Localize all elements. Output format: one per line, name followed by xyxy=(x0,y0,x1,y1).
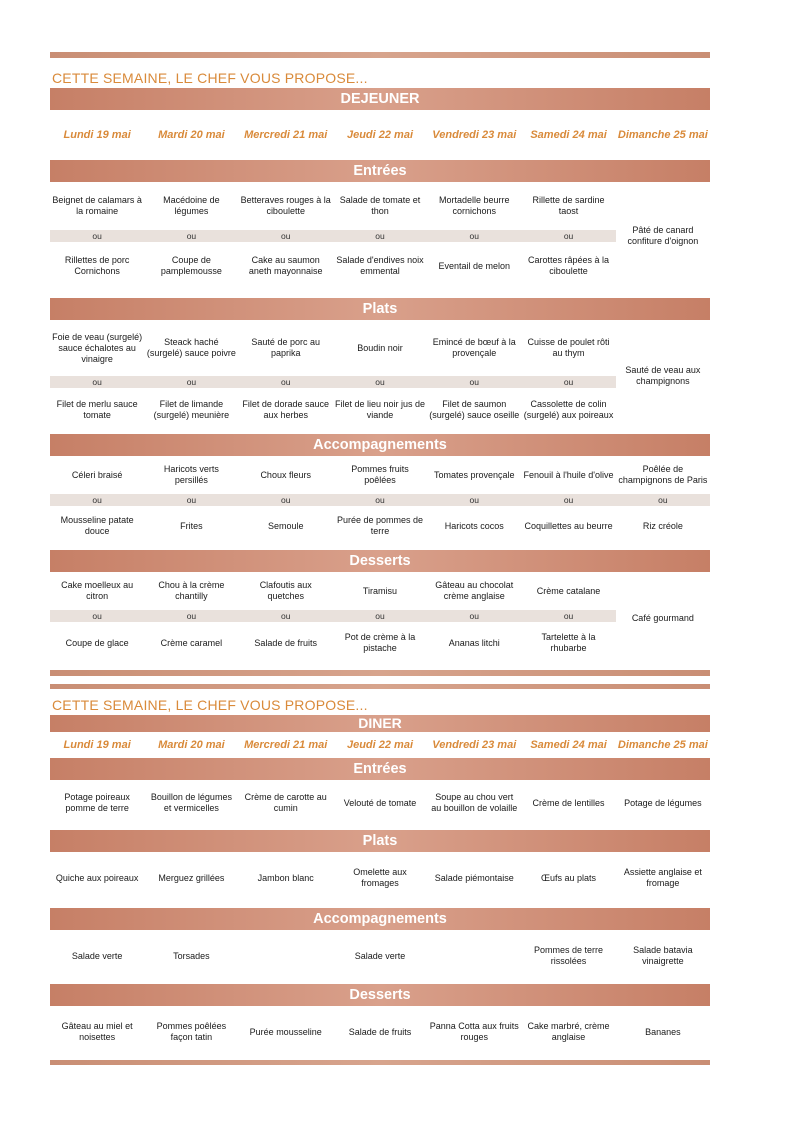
lunch-section-accompagnements: Accompagnements xyxy=(50,434,710,456)
or-label: ou xyxy=(239,494,333,506)
dish: Ananas litchi xyxy=(448,637,500,648)
or-label: ou xyxy=(144,494,238,506)
dish: Salade batavia vinaigrette xyxy=(633,945,693,966)
dish xyxy=(239,930,333,982)
dish-sunday: Sauté de veau aux champignons xyxy=(625,365,701,386)
dish xyxy=(427,930,521,982)
or-label: ou xyxy=(333,610,427,622)
dish: Velouté de tomate xyxy=(343,797,417,808)
or-label: ou xyxy=(239,376,333,388)
dinner-bottom-rule xyxy=(50,1060,710,1065)
dish: Choux fleurs xyxy=(260,469,311,480)
dish: Macédoine de légumes xyxy=(163,195,220,216)
dish: Mousseline patate douce xyxy=(60,515,134,536)
day-label: Jeudi 22 mai xyxy=(346,129,414,141)
or-label: ou xyxy=(50,376,144,388)
dish: Emincé de bœuf à la provençale xyxy=(432,337,516,358)
dish: Sauté de porc au paprika xyxy=(251,337,320,358)
dish: Fenouil à l'huile d'olive xyxy=(523,469,614,480)
or-label: ou xyxy=(427,376,521,388)
dish: Rillettes de porc Cornichons xyxy=(64,255,130,276)
dish: Bananes xyxy=(645,1026,681,1037)
lunch-days-row xyxy=(50,124,710,146)
dish: Cake au saumon aneth mayonnaise xyxy=(248,255,323,276)
dish: Tartelette à la rhubarbe xyxy=(541,632,596,653)
dish: Bouillon de légumes et vermicelles xyxy=(150,792,232,813)
dish: Filet de dorade sauce aux herbes xyxy=(242,399,329,420)
lunch-plats-table xyxy=(50,320,710,432)
dish: Boudin noir xyxy=(357,342,403,353)
dish: Potage de légumes xyxy=(624,797,702,808)
or-label: ou xyxy=(333,376,427,388)
dish: Filet de merlu sauce tomate xyxy=(56,399,138,420)
dish: Filet de limande (surgelé) meunière xyxy=(153,399,230,420)
dish: Gâteau au chocolat crème anglaise xyxy=(435,580,514,601)
day-label: Lundi 19 mai xyxy=(63,129,131,141)
dinner-plats-table xyxy=(50,852,710,904)
or-label: ou xyxy=(50,494,144,506)
lunch-accompagnements-table xyxy=(50,456,710,546)
dish: Salade de fruits xyxy=(348,1026,412,1037)
dish: Coupe de glace xyxy=(65,637,129,648)
dish: Céleri braisé xyxy=(71,469,123,480)
dish: Crème de lentilles xyxy=(532,797,605,808)
dish: Œufs au plats xyxy=(541,872,597,883)
or-label: ou xyxy=(144,376,238,388)
or-label: ou xyxy=(239,610,333,622)
dish: Gâteau au miel et noisettes xyxy=(61,1021,133,1042)
dish: Pommes de terre rissolées xyxy=(534,945,604,966)
or-label: ou xyxy=(616,494,710,506)
dish: Salade piémontaise xyxy=(434,872,514,883)
dish: Chou à la crème chantilly xyxy=(158,580,225,601)
dinner-headline: CETTE SEMAINE, LE CHEF VOUS PROPOSE... xyxy=(52,697,368,713)
dish: Coquillettes au beurre xyxy=(524,520,613,531)
dinner-section-accompagnements: Accompagnements xyxy=(50,908,710,930)
day-label: Vendredi 23 mai xyxy=(432,129,517,141)
dish: Crème de carotte au cumin xyxy=(244,792,327,813)
dish: Omelette aux fromages xyxy=(353,867,407,888)
day-label: Dimanche 25 mai xyxy=(617,739,708,751)
dish: Salade de tomate et thon xyxy=(339,195,421,216)
lunch-title-bar: DEJEUNER xyxy=(50,88,710,110)
dish: Betteraves rouges à la ciboulette xyxy=(240,195,331,216)
dish: Pot de crème à la pistache xyxy=(344,632,416,653)
dish: Salade verte xyxy=(354,950,406,961)
or-label: ou xyxy=(427,230,521,242)
dish: Haricots verts persillés xyxy=(163,464,219,485)
dinner-section-entrees: Entrées xyxy=(50,758,710,780)
lunch-section-plats: Plats xyxy=(50,298,710,320)
dish: Cake marbré, crème anglaise xyxy=(527,1021,610,1042)
or-label: ou xyxy=(521,610,615,622)
dinner-section-desserts: Desserts xyxy=(50,984,710,1006)
dinner-accompagnements-table xyxy=(50,930,710,982)
dish: Merguez grillées xyxy=(158,872,225,883)
dish: Quiche aux poireaux xyxy=(55,872,139,883)
dish: Steack haché (surgelé) sauce poivre xyxy=(146,337,236,358)
dish: Carottes râpées à la ciboulette xyxy=(528,255,610,276)
dish: Haricots cocos xyxy=(444,520,504,531)
dinner-desserts-table xyxy=(50,1006,710,1058)
or-label: ou xyxy=(521,230,615,242)
dish: Jambon blanc xyxy=(257,872,314,883)
day-label: Samedi 24 mai xyxy=(530,739,607,751)
day-label: Jeudi 22 mai xyxy=(346,739,414,751)
or-label: ou xyxy=(521,376,615,388)
dish: Mortadelle beurre cornichons xyxy=(438,195,510,216)
dish-sunday: Café gourmand xyxy=(631,612,694,623)
dinner-title-bar: DINER xyxy=(50,715,710,732)
lunch-section-entrees: Entrées xyxy=(50,160,710,182)
or-label: ou xyxy=(333,230,427,242)
menu-page xyxy=(50,52,710,1065)
or-label: ou xyxy=(427,610,521,622)
or-label: ou xyxy=(333,494,427,506)
dish: Purée de pommes de terre xyxy=(336,515,424,536)
day-label: Lundi 19 mai xyxy=(63,739,131,751)
dish: Tiramisu xyxy=(362,585,398,596)
dish: Beignet de calamars à la romaine xyxy=(52,195,142,216)
dish: Rillette de sardine taost xyxy=(532,195,605,216)
dish: Tomates provençale xyxy=(433,469,515,480)
dish: Salade d'endives noix emmental xyxy=(336,255,424,276)
dish: Torsades xyxy=(173,950,210,961)
day-label: Mercredi 21 mai xyxy=(244,129,328,141)
dinner-section-plats: Plats xyxy=(50,830,710,852)
dish: Cake moelleux au citron xyxy=(61,580,134,601)
lunch-entrees-table xyxy=(50,182,710,290)
or-label: ou xyxy=(144,230,238,242)
dish: Soupe au chou vert au bouillon de volaille xyxy=(431,792,518,813)
dish: Crème caramel xyxy=(160,637,223,648)
dish: Salade de fruits xyxy=(254,637,317,648)
day-label: Mardi 20 mai xyxy=(158,739,225,751)
dinner-entrees-table xyxy=(50,780,710,826)
dish: Clafoutis aux quetches xyxy=(259,580,312,601)
or-label: ou xyxy=(50,610,144,622)
dish-sunday: Pâté de canard confiture d'oignon xyxy=(627,225,699,246)
dish: Salade verte xyxy=(71,950,123,961)
day-label: Vendredi 23 mai xyxy=(432,739,517,751)
dish: Frites xyxy=(180,520,203,531)
dish: Foie de veau (surgelé) sauce échalotes au vinaigre xyxy=(52,331,143,364)
dish: Coupe de pamplemousse xyxy=(160,255,222,276)
dish: Potage poireaux pomme de terre xyxy=(64,792,130,813)
day-label: Dimanche 25 mai xyxy=(617,129,708,141)
dinner-days-row xyxy=(50,734,710,756)
lunch-section-desserts: Desserts xyxy=(50,550,710,572)
lunch-headline: CETTE SEMAINE, LE CHEF VOUS PROPOSE... xyxy=(52,70,368,86)
dish: Eventail de melon xyxy=(438,260,511,271)
or-label: ou xyxy=(144,610,238,622)
dish: Riz créole xyxy=(642,520,683,531)
dish: Filet de lieu noir jus de viande xyxy=(334,399,426,420)
dish: Cassolette de colin (surgelé) aux poireaux xyxy=(523,399,614,420)
dish: Cuisse de poulet rôti au thym xyxy=(527,337,610,358)
or-label: ou xyxy=(239,230,333,242)
dish: Purée mousseline xyxy=(249,1026,322,1037)
dish: Assiette anglaise et fromage xyxy=(623,867,702,888)
day-label: Mardi 20 mai xyxy=(158,129,225,141)
dish: Poêlée de champignons de Paris xyxy=(618,464,708,485)
dish: Semoule xyxy=(267,520,304,531)
dish: Pommes fruits poêlées xyxy=(351,464,409,485)
or-label: ou xyxy=(521,494,615,506)
day-label: Mercredi 21 mai xyxy=(244,739,328,751)
dish: Filet de saumon (surgelé) sauce oseille xyxy=(429,399,520,420)
dish: Crème catalane xyxy=(536,585,601,596)
dish: Pommes poêlées façon tatin xyxy=(156,1021,227,1042)
dish: Panna Cotta aux fruits rouges xyxy=(429,1021,519,1042)
or-label: ou xyxy=(50,230,144,242)
or-label: ou xyxy=(427,494,521,506)
day-label: Samedi 24 mai xyxy=(530,129,607,141)
lunch-desserts-table xyxy=(50,572,710,664)
